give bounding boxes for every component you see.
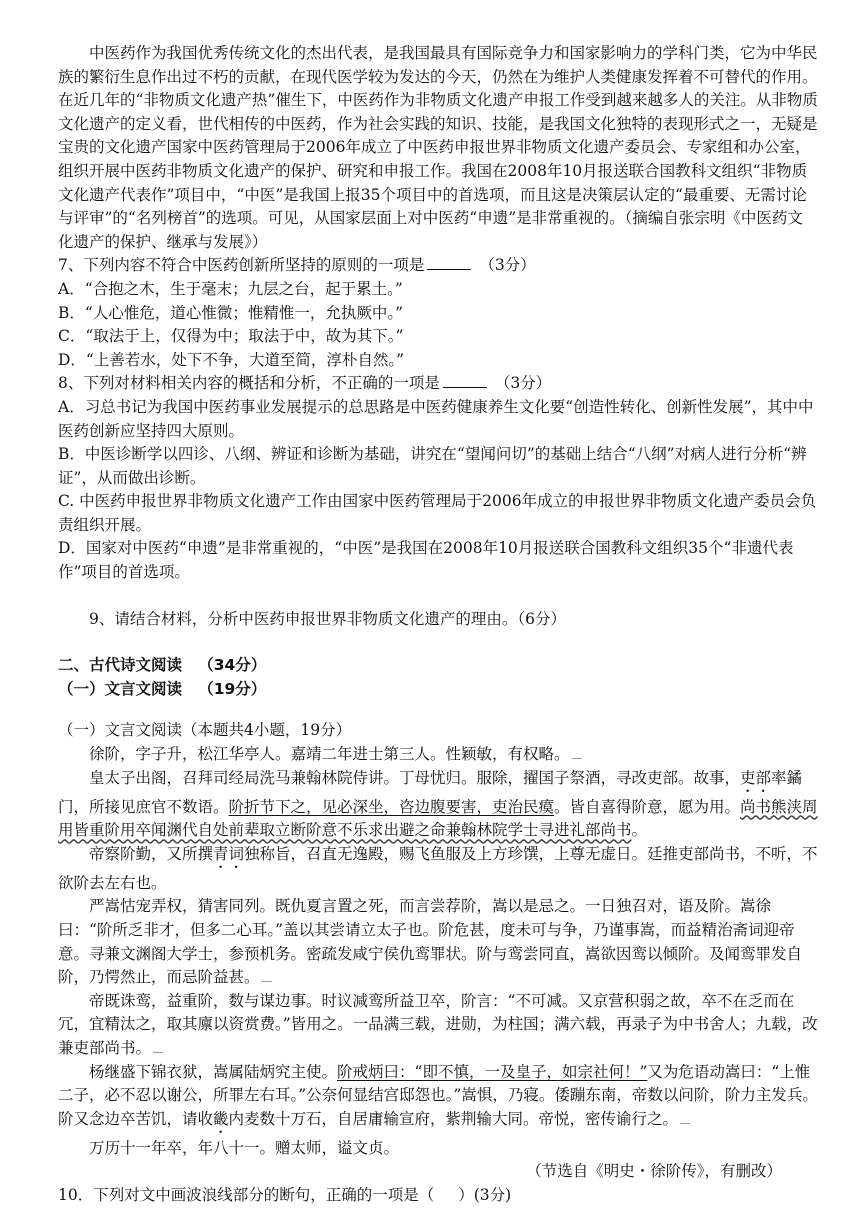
question-9: 9、请结合材料，分析中医药申报世界非物质文化遗产的理由。（6分） xyxy=(89,609,566,628)
classical-text: 帝察阶勤，又所撰 xyxy=(89,844,214,863)
exam-page xyxy=(58,42,818,1208)
question-10-text: 10．下列对文中画波浪线部分的断句，正确的一项是（ xyxy=(58,1185,435,1204)
classical-text: 。 xyxy=(631,821,648,840)
section-score: （34分） xyxy=(198,656,267,675)
q8-option-b: B．中医诊断学以四诊、八纲、辨证和诊断为基础，讲究在“望闻问切”的基础上结合“八纲”对病人进行分析“辨证”，从而做出诊断。 xyxy=(58,445,807,487)
answer-blank[interactable] xyxy=(427,255,471,270)
classical-text: 皇太子出阁，召拜司经局洗马兼翰林院侍讲。丁母忧归。服除，擢国子祭酒，寻改吏部。故事， xyxy=(89,768,741,787)
classical-text: 严嵩怙宠弄权，猜害同列。既仇夏言置之死，而言尝荐阶，嵩以是忌之。一日独召对，语及阶。嵩徐曰：“阶所乏非才，但多二心耳。”盖以其尝请立太子也。阶危甚，度未可与争，乃谨事嵩，而益精治斋词迎帝意。寻兼文渊阁大学士，参预机务。密疏发咸宁侯仇鸾罪状。阶与鸾尝同直，嵩欲因鸾以倾阶。及闻鸾罪发自阶，乃愕然止，而忌阶益甚。 xyxy=(58,897,803,987)
q7-option-a: A．“合抱之木，生于毫末；九层之台，起于累土。” xyxy=(58,279,403,298)
question-7-stem xyxy=(58,254,818,278)
question-10-score: ）(3分) xyxy=(458,1185,512,1204)
dotted-word: 青词 xyxy=(213,844,245,863)
q8-option-c: C. 中医药申报世界非物质文化遗产工作由国家中医药管理局于2006年成立的申报世界非物质文化遗产委员会负责组织开展。 xyxy=(58,492,817,534)
classical-paragraph-5 xyxy=(58,990,818,1061)
question-8-score: （3分） xyxy=(494,374,552,393)
question-7-text: 7、下列内容不符合中医药创新所坚持的原则的一项是 xyxy=(58,256,425,275)
ellipsis-mark xyxy=(262,971,272,982)
classical-text: 又为危语动嵩曰：“上惟二子，必不忍以谢公，所罪左右耳。”公奈何显结宫邸怨也。”嵩惧，乃寝。倭蹦东南，帝数以问阶，阶力主发兵。阶又念边卒苦饥，请收 xyxy=(58,1062,818,1128)
classical-paragraph-1 xyxy=(58,743,818,767)
spacer xyxy=(58,701,818,719)
question-8-text: 8、下列对材料相关内容的概括和分析，不正确的一项是 xyxy=(58,374,440,393)
classical-text: 率 xyxy=(771,768,787,787)
answer-blank[interactable] xyxy=(443,373,487,388)
subsection-score: （19分） xyxy=(198,679,267,698)
section-heading xyxy=(58,654,818,678)
subsection-heading xyxy=(58,678,818,702)
classical-text: 。皆自喜得阶意，愿为用。 xyxy=(554,797,741,816)
classical-text: 帝既诛鸾，益重阶，数与谋边事。时议减鸾所益卫卒，阶言：“不可减。又京营积弱之故，卒不在乏而在冗，宜精汰之，取其廪以资赏费。”皆用之。一品满三载，进勋，为柱国；满六载，再录子为中书舍人；九载，改兼吏部尚书。 xyxy=(58,991,818,1057)
wavy-underlined-sentence: 尚书熊浃周用皆重阶用卒闻渊代自处前辈取立断阶意不乐求出避之命兼翰林院学士寻进礼部尚书 xyxy=(58,797,818,840)
classical-text: 鐍门，所接见庶官不数语。 xyxy=(58,768,803,816)
q8-option-a: A．习总书记为我国中医药事业发展提示的总思路是中医药健康养生文化要“创造性转化、创新性发展”，其中中医药创新应坚持四大原则。 xyxy=(58,397,814,440)
underlined-sentence: 阶折节下之，见必深坐，咨边腹要害，吏治民瘼 xyxy=(228,797,555,816)
ellipsis-mark xyxy=(572,748,582,759)
question-8-stem xyxy=(58,372,818,396)
dotted-word: 畿 xyxy=(213,1109,229,1128)
spacer xyxy=(58,585,818,608)
classical-text: 杨继盛下锦衣狱，嵩属陆炳究主使。 xyxy=(89,1062,338,1081)
classical-paragraph-2 xyxy=(58,767,818,843)
question-10 xyxy=(58,1184,818,1208)
q7-option-c: C．“取法于上，仅得为中；取法于中，故为其下。” xyxy=(58,327,404,346)
section-title: 二、古代诗文阅读 xyxy=(58,656,183,675)
q7-option-b: B．“人心惟危，道心惟微；惟精惟一，允执厥中。” xyxy=(58,303,403,322)
passage-paragraph: 中医药作为我国优秀传统文化的杰出代表，是我国最具有国际竞争力和国家影响力的学科门类，它为中华民族的繁衍生息作出过不朽的贡献，在现代医学较为发达的今天，仍然在为维护人类健康发挥着不可替代的作用。在近几年的“非物质文化遗产热”催生下，中医药作为非物质文化遗产申报工作受到越来越多人的关注。从非物质文化遗产的定义看，世代相传的中医药，作为社会实践的知识、技能，是我国文化独特的表现形式之一，无疑是宝贵的文化遗产国家中医药管理局于2006年成立了中医药申报世界非物质文化遗产委员会、专家组和办公室，组织开展中医药非物质文化遗产的保护、研究和申报工作。我国在2008年10月报送联合国教科文组织“非物质文化遗产代表作”项目中，“中医”是我国上报35个项目中的首选项，而且这是决策层认定的“最重要、无需讨论与评审”的“名列榜首”的选项。可见，从国家层面上对中医药“申遗”是非常重视的。（摘编自张宗明《中医药文化遗产的保护、继承与发展》） xyxy=(58,44,818,251)
ellipsis-mark xyxy=(153,1042,163,1053)
classical-text: 徐阶，字子升，松江华亭人。嘉靖二年进士第三人。性颖敏，有权略。 xyxy=(89,745,570,764)
classical-paragraph-3 xyxy=(58,843,818,896)
reading-intro: （一）文言文阅读（本题共4小题，19分） xyxy=(58,721,352,740)
spacer xyxy=(58,631,818,654)
subsection-title: （一）文言文阅读 xyxy=(58,679,183,698)
classical-paragraph-4 xyxy=(58,895,818,989)
classical-text: 独称旨，召直无逸殿，赐飞鱼服及上方珍馔，上尊无虚日。廷推吏部尚书，不听，不欲阶去左右也。 xyxy=(58,844,818,892)
q7-option-d: D．“上善若水，处下不争，大道至简，淳朴自然。” xyxy=(58,350,405,369)
underlined-sentence: 阶戒炳曰：“即不慎，一及皇子，如宗社何！” xyxy=(337,1062,648,1081)
classical-paragraph-7: 万历十一年卒，年八十一。赠太师，谥文贞。 xyxy=(89,1138,400,1157)
question-7-score: （3分） xyxy=(479,256,536,275)
ellipsis-mark xyxy=(680,1113,690,1124)
dotted-word: 吏部 xyxy=(740,768,772,787)
source-citation: （节选自《明史・徐阶传》，有删改） xyxy=(526,1162,782,1181)
classical-text: 内麦数十万石，自居庸输宣府，紫荆输大同。帝悦，密传谕行之。 xyxy=(228,1109,679,1128)
q8-option-d: D．国家对中医药“申遗”是非常重视的，“中医”是我国在2008年10月报送联合国教科文组织35个“非遗代表作”项目的首选项。 xyxy=(58,539,794,582)
classical-paragraph-6 xyxy=(58,1061,818,1137)
